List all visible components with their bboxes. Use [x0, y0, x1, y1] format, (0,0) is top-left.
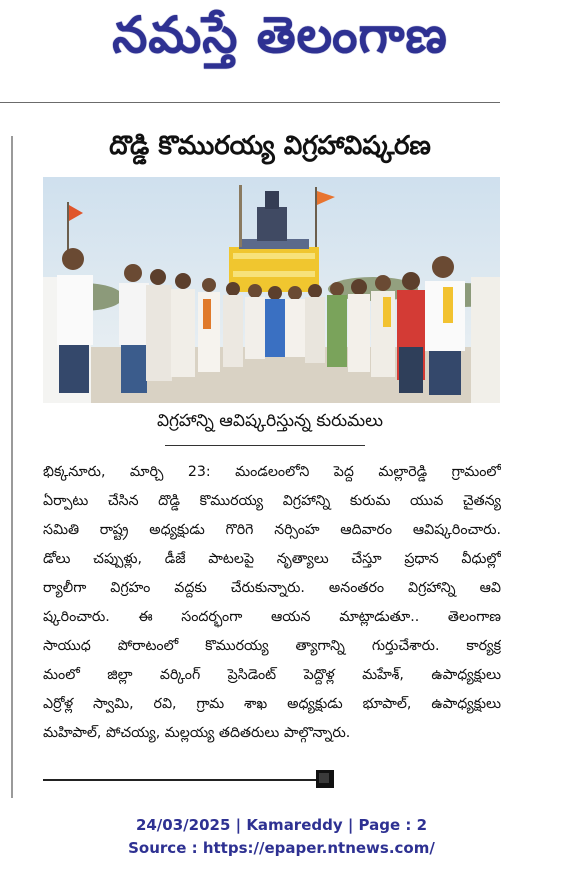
body-line: మంలో జిల్లా వర్కింగ్ ప్రెసిడెంట్ పెద్దొళ్ల మహేశ్, ఉపాధ్యక్షులు: [43, 667, 501, 683]
footer-source-line: Source : https://epaper.ntnews.com/: [128, 839, 435, 857]
body-line: భిక్కనూరు, మార్చి 23: మండలంలోని పెద్ద మల్లారెడ్డి గ్రామంలో: [43, 464, 501, 480]
photo-caption: విగ్రహాన్ని ఆవిష్కరిస్తున్న కురుమలు: [156, 411, 384, 431]
body-line: సమితి రాష్ట్ర అధ్యక్షుడు గొరిగె నర్సింహ ఆదివారం ఆవిష్కరించారు.: [43, 522, 501, 538]
article-end-rule: [43, 779, 323, 781]
caption-underline: [165, 445, 365, 446]
body-line: సాయుధ పోరాటంలో కొమురయ్య త్యాగాన్ని గుర్తుచేశారు. కార్యక్ర: [43, 638, 501, 654]
body-line: ఏర్పాటు చేసిన దొడ్డి కొమురయ్య విగ్రహాన్ని కురుమ యువ చైతన్య: [43, 493, 501, 509]
column-left-rule: [11, 136, 13, 798]
body-line: మహిపాల్, పోచయ్య, మల్లయ్య తదితరులు పాల్గొన్నారు.: [43, 725, 351, 741]
photo-illustration: [43, 177, 500, 403]
masthead-logo: నమస్తే తెలంగాణ: [112, 5, 448, 64]
article-photo: [43, 177, 500, 403]
article-end-square-icon: [314, 768, 336, 790]
body-line: ర్యాలీగా విగ్రహం వద్దకు చేరుకున్నారు. అనంతరం విగ్రహాన్ని ఆవి: [43, 580, 501, 596]
body-line: ఎర్రోళ్ల స్వామి, రవి, గ్రామ శాఖ అధ్యక్షుడు భూపాల్, ఉపాధ్యక్షులు: [43, 696, 501, 712]
body-line: ష్కరించారు. ఈ సందర్భంగా ఆయన మాట్లాడుతూ.. తెలంగాణ: [43, 609, 501, 625]
body-line: డోలు చప్పుళ్లు, డీజే పాటలపై నృత్యాలు చేస్తూ ప్రధాన వీధుల్లో: [43, 551, 501, 567]
article-headline: దొడ్డి కొమురయ్య విగ్రహావిష్కరణ: [109, 131, 431, 161]
masthead-divider: [0, 102, 500, 103]
footer-date-line: 24/03/2025 | Kamareddy | Page : 2: [135, 816, 428, 834]
article-body: [43, 458, 501, 748]
